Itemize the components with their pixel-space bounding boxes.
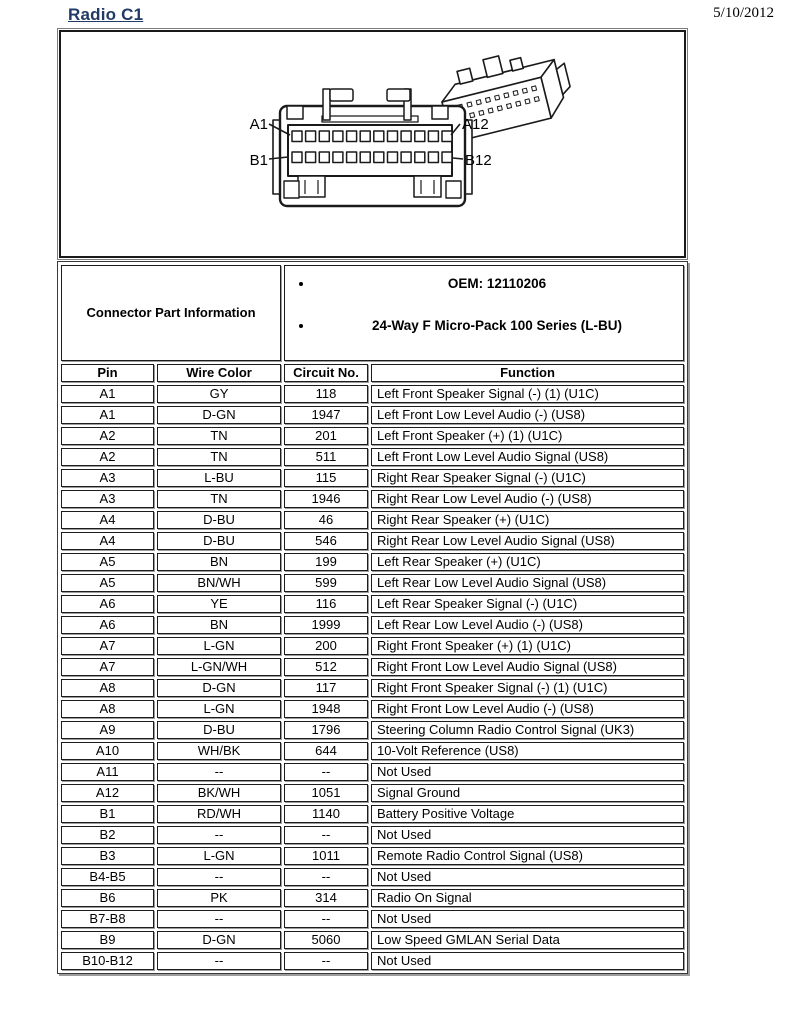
pin-row-cell-circuit-no: 115 (284, 469, 368, 487)
pin-row-cell-wire-color: -- (157, 910, 281, 928)
connector-hole (532, 86, 537, 91)
pin-row-cell-circuit-no: 117 (284, 679, 368, 697)
pin-row-cell-wire-color: GY (157, 385, 281, 403)
connector-hole (534, 97, 539, 102)
pin-row-cell-function: Left Front Low Level Audio (-) (US8) (371, 406, 684, 424)
pin-row-cell-circuit-no: 1947 (284, 406, 368, 424)
pin-row-cell-pin: A10 (61, 742, 154, 760)
connector-hole (479, 110, 484, 115)
pin-row-cell-circuit-no: 1999 (284, 616, 368, 634)
column-header-circuit-no: Circuit No. (284, 364, 368, 382)
pin-row-cell-wire-color: D-GN (157, 931, 281, 949)
pin-row-cell-pin: B2 (61, 826, 154, 844)
pin-row-cell-circuit-no: 599 (284, 574, 368, 592)
pin-row-cell-wire-color: BN (157, 616, 281, 634)
pin-square (306, 131, 316, 142)
connector-hole (476, 100, 481, 105)
pin-row (61, 805, 684, 823)
pin-row-cell-circuit-no: 200 (284, 637, 368, 655)
pin-square (360, 152, 370, 163)
pin-row-cell-wire-color: L-GN/WH (157, 658, 281, 676)
pin-row-cell-circuit-no: 314 (284, 889, 368, 907)
pin-row-cell-circuit-no: 512 (284, 658, 368, 676)
pin-row (61, 910, 684, 928)
latch-tab (510, 58, 523, 71)
pin-row-cell-pin: B9 (61, 931, 154, 949)
pin-row-cell-pin: A5 (61, 553, 154, 571)
pin-square (333, 131, 343, 142)
pin-square (347, 152, 357, 163)
shoulder-notch (432, 106, 448, 119)
corner-foot (446, 181, 461, 198)
pin-row-cell-circuit-no: -- (284, 910, 368, 928)
pin-row-cell-function: Right Rear Speaker (+) (U1C) (371, 511, 684, 529)
pin-row-cell-function: Not Used (371, 763, 684, 781)
pin-row (61, 637, 684, 655)
pin-row (61, 616, 684, 634)
pin-square (319, 131, 329, 142)
connector-hole (467, 102, 472, 107)
pin-square (401, 131, 411, 142)
bottom-bracket (298, 176, 325, 197)
pin-square (442, 131, 452, 142)
pin-row (61, 826, 684, 844)
pin-row-cell-function: Left Front Speaker Signal (-) (1) (U1C) (371, 385, 684, 403)
connector-hole (488, 108, 493, 113)
pin-row-cell-pin: B10-B12 (61, 952, 154, 970)
pin-square (415, 152, 425, 163)
pin-row-cell-pin: A8 (61, 700, 154, 718)
pin-row-cell-circuit-no: -- (284, 952, 368, 970)
connector-hole (485, 97, 490, 102)
pin-row (61, 763, 684, 781)
pin-row-cell-wire-color: D-BU (157, 532, 281, 550)
pin-row-cell-pin: A9 (61, 721, 154, 739)
pin-square (306, 152, 316, 163)
page-title: Radio C1 (68, 5, 144, 24)
pin-row (61, 574, 684, 592)
pin-square (415, 131, 425, 142)
connector-hole (497, 106, 502, 111)
connector-hole (507, 103, 512, 108)
column-header-function: Function (371, 364, 684, 382)
pin-row-cell-wire-color: D-GN (157, 679, 281, 697)
pin-row (61, 679, 684, 697)
pin-row (61, 511, 684, 529)
pin-row-cell-function: Right Rear Low Level Audio (-) (US8) (371, 490, 684, 508)
pin-row-cell-wire-color: -- (157, 868, 281, 886)
pin-row-cell-wire-color: L-GN (157, 847, 281, 865)
content-area (57, 28, 688, 974)
pin-row-cell-function: Not Used (371, 952, 684, 970)
latch-cap (330, 89, 353, 101)
shoulder-notch (287, 106, 303, 119)
pin-row-cell-pin: A5 (61, 574, 154, 592)
pin-row-cell-wire-color: L-BU (157, 469, 281, 487)
pin-row (61, 952, 684, 970)
pin-row-cell-function: Not Used (371, 910, 684, 928)
pin-row-cell-function: Right Rear Low Level Audio Signal (US8) (371, 532, 684, 550)
pin-row-cell-circuit-no: 1796 (284, 721, 368, 739)
connector-info-bullet-list (314, 276, 680, 334)
pin-row (61, 427, 684, 445)
pin-row-cell-circuit-no: 546 (284, 532, 368, 550)
pin-row-cell-pin: B7-B8 (61, 910, 154, 928)
pin-row-cell-function: Signal Ground (371, 784, 684, 802)
pin-square (360, 131, 370, 142)
pin-row (61, 784, 684, 802)
pin-row-cell-circuit-no: 1011 (284, 847, 368, 865)
pin-row-cell-wire-color: L-GN (157, 700, 281, 718)
pin-row-cell-function: Remote Radio Control Signal (US8) (371, 847, 684, 865)
pin-row-cell-pin: A7 (61, 658, 154, 676)
connector-front-view (273, 89, 472, 206)
pin-square (428, 131, 438, 142)
pin-row-cell-wire-color: -- (157, 952, 281, 970)
pin-row (61, 490, 684, 508)
pin-square (333, 152, 343, 163)
pin-row-cell-wire-color: BN/WH (157, 574, 281, 592)
pinout-table (57, 261, 688, 974)
connector-series: • 24-Way F Micro-Pack 100 Series (L-BU) (314, 318, 680, 334)
connector-hole (525, 99, 530, 104)
pin-row-cell-pin: A1 (61, 406, 154, 424)
pin-row-cell-wire-color: D-BU (157, 511, 281, 529)
pin-row-cell-circuit-no: 118 (284, 385, 368, 403)
pin-label-a12: A12 (462, 116, 489, 133)
pin-row-cell-circuit-no: 199 (284, 553, 368, 571)
pin-row (61, 721, 684, 739)
pin-row-cell-pin: A6 (61, 616, 154, 634)
pin-row-cell-wire-color: YE (157, 595, 281, 613)
pin-row-cell-pin: A4 (61, 532, 154, 550)
pin-row-cell-pin: B6 (61, 889, 154, 907)
pin-square (292, 131, 302, 142)
pin-row-cell-function: Right Front Speaker Signal (-) (1) (U1C) (371, 679, 684, 697)
pin-row-cell-circuit-no: 1946 (284, 490, 368, 508)
pin-row (61, 469, 684, 487)
pin-square (347, 131, 357, 142)
connector-diagram-image (61, 32, 684, 256)
pin-label-a1: A1 (249, 116, 268, 133)
latch-stem (323, 89, 330, 120)
pin-row-cell-pin: A11 (61, 763, 154, 781)
pin-row-cell-pin: A2 (61, 427, 154, 445)
pin-row-cell-function: Left Rear Speaker (+) (U1C) (371, 553, 684, 571)
pin-row (61, 385, 684, 403)
pin-square (374, 131, 384, 142)
pin-row (61, 700, 684, 718)
pin-row-cell-function: Battery Positive Voltage (371, 805, 684, 823)
pin-row-cell-pin: A4 (61, 511, 154, 529)
pin-row-cell-wire-color: WH/BK (157, 742, 281, 760)
pin-row-cell-function: Right Front Speaker (+) (1) (U1C) (371, 637, 684, 655)
bottom-bracket (414, 176, 441, 197)
corner-foot (284, 181, 299, 198)
pin-row (61, 742, 684, 760)
pin-row-cell-wire-color: PK (157, 889, 281, 907)
pin-label-b12: B12 (465, 152, 492, 169)
connector-hole (513, 90, 518, 95)
pin-square (319, 152, 329, 163)
connector-info-row (61, 265, 684, 361)
connector-info-label: Connector Part Information (61, 265, 281, 361)
pin-row (61, 532, 684, 550)
pin-row (61, 658, 684, 676)
pin-row-cell-pin: A8 (61, 679, 154, 697)
pin-row-cell-circuit-no: 5060 (284, 931, 368, 949)
pin-row-cell-circuit-no: 1140 (284, 805, 368, 823)
pin-row-cell-circuit-no: -- (284, 763, 368, 781)
pin-row-cell-pin: A3 (61, 490, 154, 508)
pin-row-cell-wire-color: D-BU (157, 721, 281, 739)
pin-row-cell-pin: A7 (61, 637, 154, 655)
pin-table-body (61, 385, 684, 970)
pin-row-cell-wire-color: TN (157, 427, 281, 445)
pin-row-cell-pin: A2 (61, 448, 154, 466)
pin-row-cell-wire-color: L-GN (157, 637, 281, 655)
pin-row-cell-circuit-no: 1948 (284, 700, 368, 718)
pin-square (374, 152, 384, 163)
pin-row-cell-wire-color: -- (157, 826, 281, 844)
pin-row (61, 448, 684, 466)
latch-tab (457, 68, 473, 84)
connector-info-details (284, 265, 684, 361)
pin-row-cell-wire-color: BK/WH (157, 784, 281, 802)
pin-row-cell-function: Right Front Low Level Audio (-) (US8) (371, 700, 684, 718)
pin-row-cell-circuit-no: 1051 (284, 784, 368, 802)
pin-square (388, 152, 398, 163)
connector-hole (504, 93, 509, 98)
pin-row (61, 931, 684, 949)
pin-row-cell-function: Low Speed GMLAN Serial Data (371, 931, 684, 949)
pin-row-cell-wire-color: D-GN (157, 406, 281, 424)
pin-row-cell-pin: A1 (61, 385, 154, 403)
oem-part-number: • OEM: 12110206 (314, 276, 680, 292)
pin-row-cell-circuit-no: 201 (284, 427, 368, 445)
pin-row-cell-pin: B3 (61, 847, 154, 865)
pin-square (428, 152, 438, 163)
pin-square (388, 131, 398, 142)
table-header-row (61, 364, 684, 382)
connector-hole (495, 95, 500, 100)
pin-label-b1: B1 (249, 152, 268, 169)
connector-diagram-panel (57, 28, 688, 260)
pin-row-cell-circuit-no: -- (284, 868, 368, 886)
pin-row (61, 889, 684, 907)
pin-row-cell-function: Left Rear Low Level Audio (-) (US8) (371, 616, 684, 634)
column-header-wire-color: Wire Color (157, 364, 281, 382)
column-header-pin: Pin (61, 364, 154, 382)
pin-row (61, 553, 684, 571)
pin-row-cell-wire-color: TN (157, 448, 281, 466)
pin-row-cell-function: Radio On Signal (371, 889, 684, 907)
pin-row-cell-wire-color: BN (157, 553, 281, 571)
pin-row (61, 868, 684, 886)
pin-row-cell-function: Left Front Low Level Audio Signal (US8) (371, 448, 684, 466)
latch-cap (387, 89, 410, 101)
page-date: 5/10/2012 (713, 5, 774, 21)
latch-tab (483, 56, 503, 77)
pin-row-cell-wire-color: -- (157, 763, 281, 781)
pin-row (61, 847, 684, 865)
pin-row-cell-function: Left Rear Speaker Signal (-) (U1C) (371, 595, 684, 613)
pin-row-cell-function: 10-Volt Reference (US8) (371, 742, 684, 760)
pin-row-cell-function: Not Used (371, 868, 684, 886)
pin-row-cell-circuit-no: -- (284, 826, 368, 844)
pin-square (292, 152, 302, 163)
pin-row-cell-function: Left Rear Low Level Audio Signal (US8) (371, 574, 684, 592)
pin-row-cell-pin: A6 (61, 595, 154, 613)
pin-row-cell-function: Right Rear Speaker Signal (-) (U1C) (371, 469, 684, 487)
pin-row-cell-pin: B1 (61, 805, 154, 823)
pin-row-cell-circuit-no: 116 (284, 595, 368, 613)
pin-row (61, 406, 684, 424)
pin-row-cell-function: Steering Column Radio Control Signal (UK3) (371, 721, 684, 739)
pin-row-cell-function: Left Front Speaker (+) (1) (U1C) (371, 427, 684, 445)
pin-square (442, 152, 452, 163)
pin-row-cell-circuit-no: 644 (284, 742, 368, 760)
pin-row-cell-circuit-no: 46 (284, 511, 368, 529)
connector-hole (522, 88, 527, 93)
pin-row (61, 595, 684, 613)
pin-square (401, 152, 411, 163)
pin-row-cell-pin: A3 (61, 469, 154, 487)
pin-row-cell-pin: A12 (61, 784, 154, 802)
pin-row-cell-function: Right Front Low Level Audio Signal (US8) (371, 658, 684, 676)
pin-row-cell-function: Not Used (371, 826, 684, 844)
pin-row-cell-pin: B4-B5 (61, 868, 154, 886)
pin-row-cell-wire-color: RD/WH (157, 805, 281, 823)
pin-row-cell-wire-color: TN (157, 490, 281, 508)
connector-hole (516, 101, 521, 106)
pin-row-cell-circuit-no: 511 (284, 448, 368, 466)
